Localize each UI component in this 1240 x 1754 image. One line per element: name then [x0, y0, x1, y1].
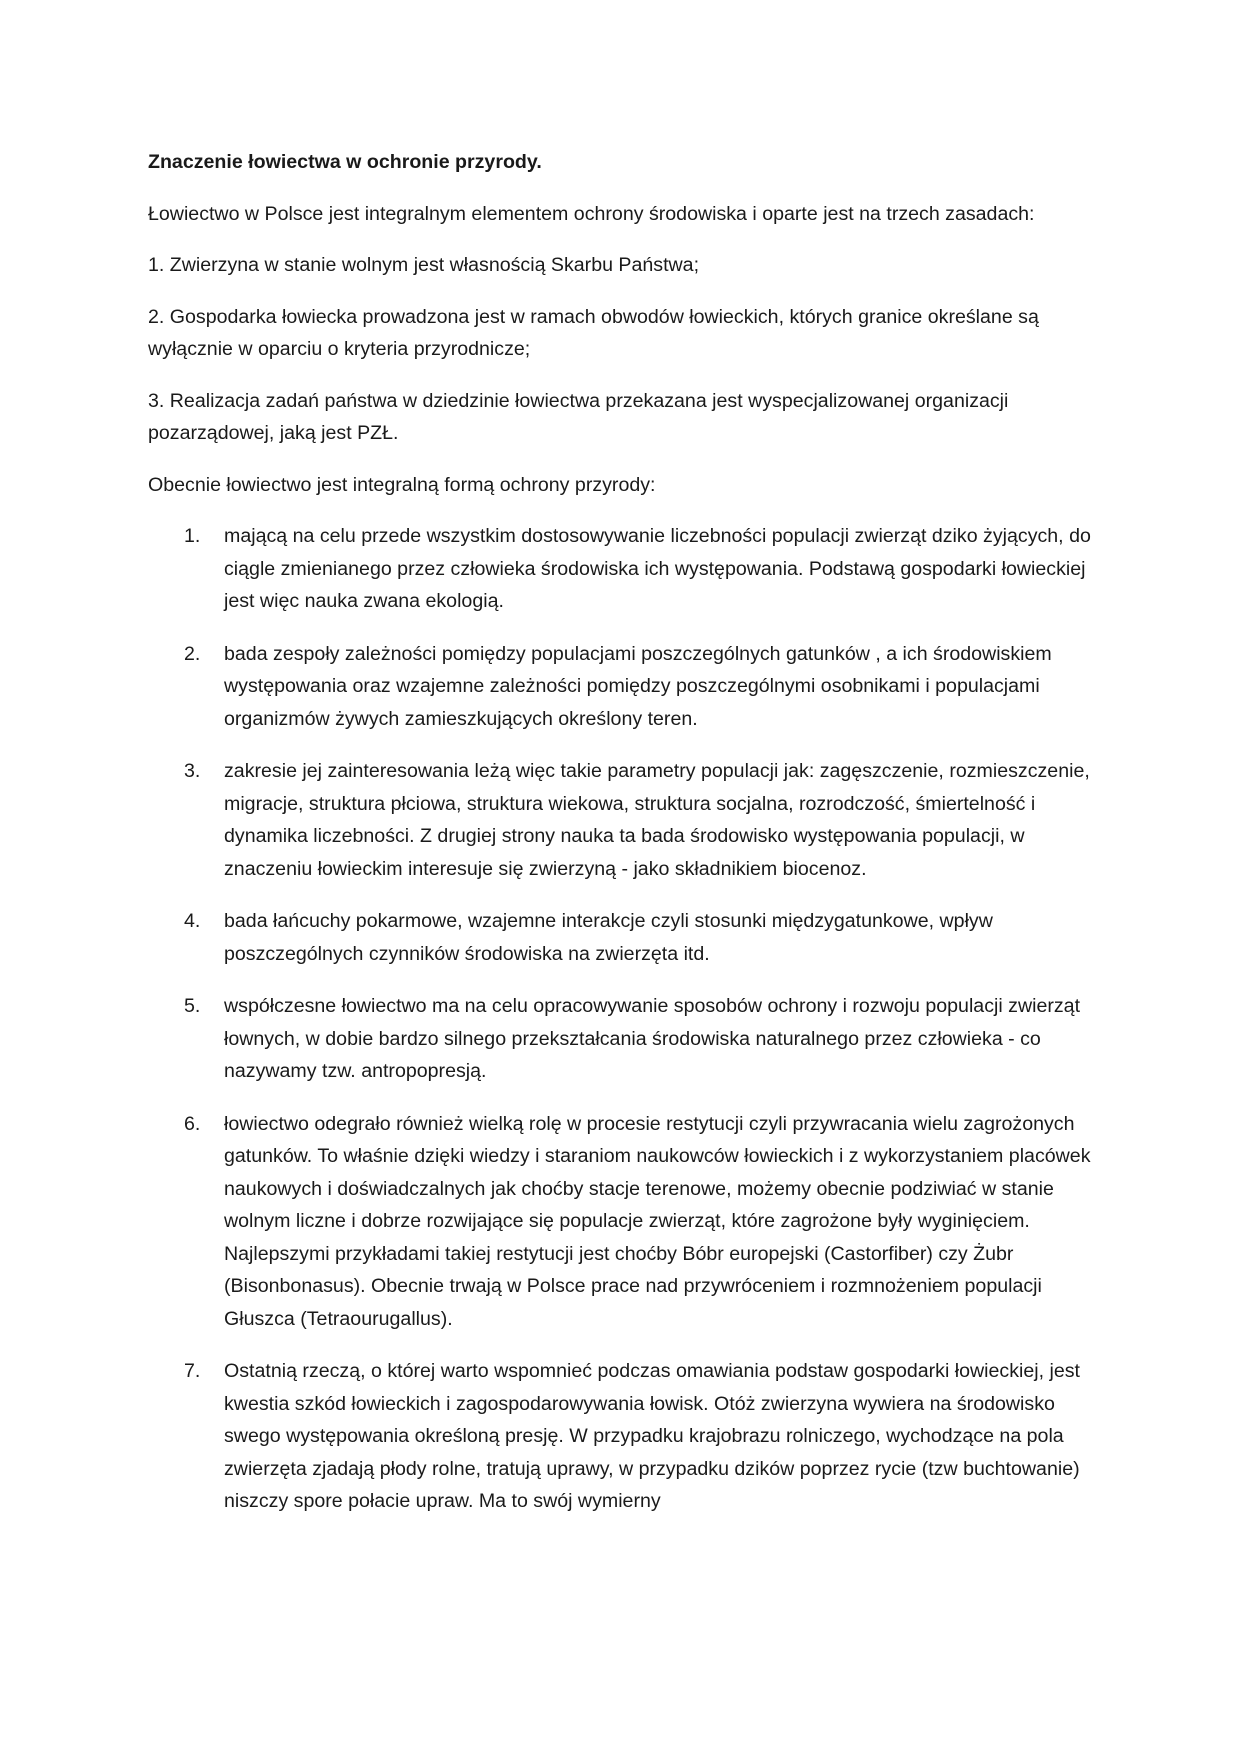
list-item-text: bada łańcuchy pokarmowe, wzajemne interakcje czyli stosunki międzygatunkowe, wpływ poszczególnych czynników środowiska na zwierzęta itd. — [224, 910, 993, 965]
principle-2: 2. Gospodarka łowiecka prowadzona jest w ramach obwodów łowieckich, których granice określane są wyłącznie w oparciu o kryteria przyrodnicze; — [148, 305, 1039, 360]
list-item-number: 4. — [184, 910, 201, 932]
document-title: Znaczenie łowiectwa w ochronie przyrody. — [148, 151, 542, 173]
list-item-number: 7. — [184, 1360, 201, 1382]
principle-3: 3. Realizacja zadań państwa w dziedzinie łowiectwa przekazana jest wyspecjalizowanej organizacji pozarządowej, jaką jest PZŁ. — [148, 389, 1009, 444]
principle-1: 1. Zwierzyna w stanie wolnym jest własnością Skarbu Państwa; — [148, 254, 700, 276]
list-item-number: 6. — [184, 1112, 201, 1135]
list-item — [148, 638, 1096, 736]
list-item-text: mającą na celu przede wszystkim dostosowywanie liczebności populacji zwierząt dziko żyjących, do ciągle zmienianego przez człowieka środowiska ich występowania. Podstawą gospodarki łowieckiej jest więc nauka zwana ekologią. — [224, 525, 1091, 612]
intro-paragraph: Łowiectwo w Polsce jest integralnym elementem ochrony środowiska i oparte jest na trzech zasadach: — [148, 202, 1035, 225]
list-item — [148, 1108, 1096, 1336]
list-item-text: Ostatnią rzeczą, o której warto wspomnieć podczas omawiania podstaw gospodarki łowieckiej, jest kwestia szkód łowieckich i zagospodarowywania łowisk. Otóż zwierzyna wywiera na środowisko swego występowania określoną presję. W przypadku krajobrazu rolniczego, wychodzące na pola zwierzęta zjadają płody rolne, tratują uprawy, w przypadku dzików poprzez rycie (tzw buchtowanie) niszczy spore połacie upraw. Ma to swój wymierny — [224, 1360, 1080, 1512]
list-item — [148, 990, 1096, 1088]
lead-paragraph: Obecnie łowiectwo jest integralną formą ochrony przyrody: — [148, 473, 656, 496]
list-item-number: 2. — [184, 642, 201, 665]
list-item — [148, 1355, 1096, 1518]
list-item-number: 3. — [184, 760, 201, 782]
list-item-text: bada zespoły zależności pomiędzy populacjami poszczególnych gatunków , a ich środowiskiem występowania oraz wzajemne zależności pomiędzy poszczególnymi osobnikami i populacjami organizmów żywych zamieszkujących określony teren. — [224, 642, 1052, 730]
list-item-text: zakresie jej zainteresowania leżą więc takie parametry populacji jak: zagęszczenie, rozmieszczenie, migracje, struktura płciowa, struktura wiekowa, struktura socjalna, rozrodczość, śmiertelność i dynamika liczebności. Z drugiej strony nauka ta bada środowisko występowania populacji, w znaczeniu łowieckim interesuje się zwierzyną - jako składnikiem biocenoz. — [224, 760, 1090, 880]
list-item-number: 5. — [184, 995, 201, 1017]
list-item-number: 1. — [184, 525, 201, 547]
list-item-text: łowiectwo odegrało również wielką rolę w procesie restytucji czyli przywracania wielu zagrożonych gatunków. To właśnie dzięki wiedzy i staraniom naukowców łowieckich i z wykorzystaniem placówek naukowych i doświadczalnych jak choćby stacje terenowe, możemy obecnie podziwiać w stanie wolnym liczne i dobrze rozwijające się populacje zwierząt, które zagrożone były wyginięciem. Najlepszymi przykładami takiej restytucji jest choćby Bóbr europejski (Castorfiber) czy Żubr (Bisonbonasus). Obecnie trwają w Polsce prace nad przywróceniem i rozmnożeniem populacji Głuszca (Tetraourugallus). — [224, 1112, 1091, 1330]
list-item-text: współczesne łowiectwo ma na celu opracowywanie sposobów ochrony i rozwoju populacji zwierząt łownych, w dobie bardzo silnego przekształcania środowiska naturalnego przez człowieka - co nazywamy tzw. antropopresją. — [224, 995, 1081, 1082]
document-body — [148, 146, 1096, 1538]
list-item — [148, 755, 1096, 885]
numbered-list — [148, 520, 1096, 1518]
list-item — [148, 905, 1096, 970]
list-item — [148, 520, 1096, 618]
